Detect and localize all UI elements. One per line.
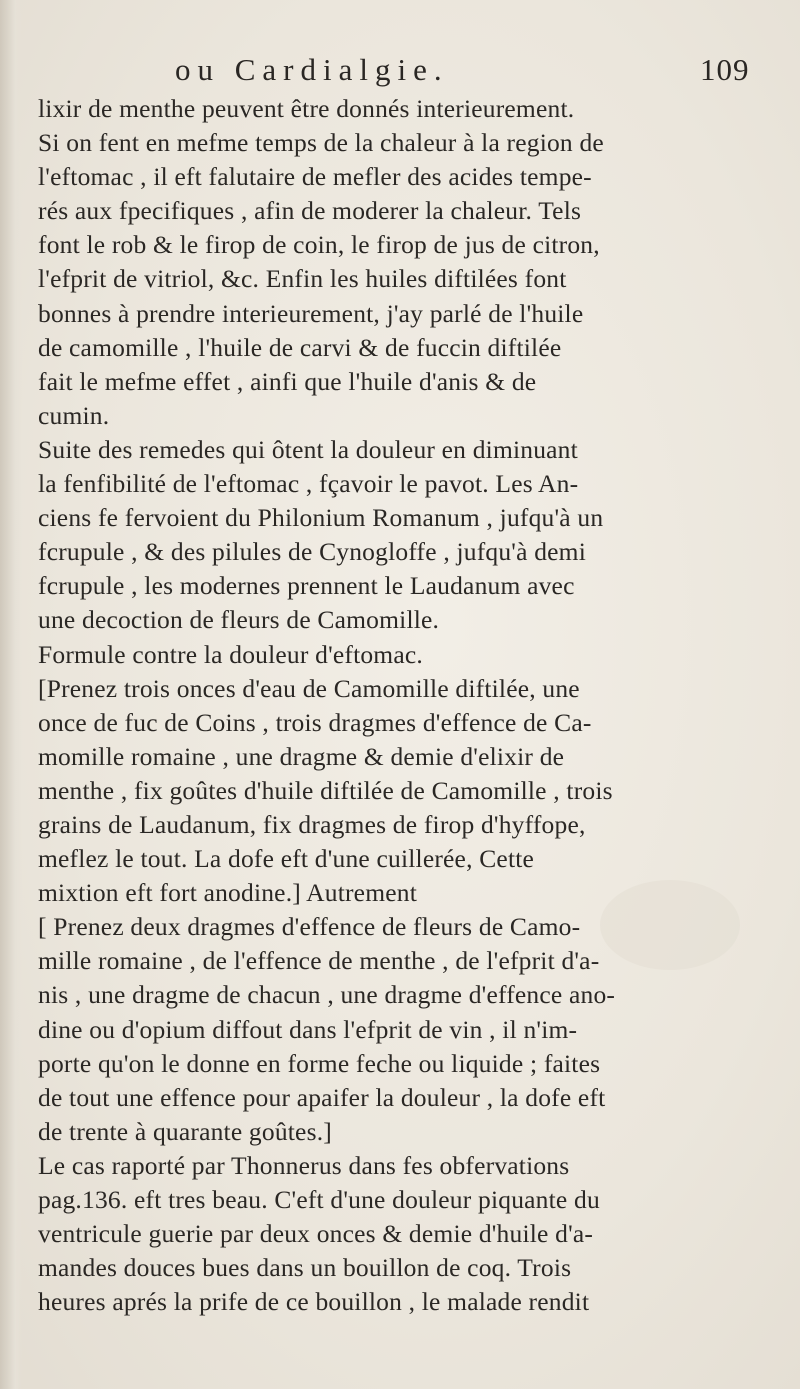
text-line: fcrupule , les modernes prennent le Laudanum avec xyxy=(38,571,575,601)
text-line: nis , une dragme de chacun , une dragme d'effence ano- xyxy=(38,980,616,1010)
page-header xyxy=(0,52,800,92)
page-gutter-shadow xyxy=(0,0,22,1389)
text-line: bonnes à prendre interieurement, j'ay parlé de l'huile xyxy=(38,298,584,328)
text-line: porte qu'on le donne en forme feche ou liquide ; faites xyxy=(38,1048,601,1078)
text-line: fcrupule , & des pilules de Cynogloffe , jufqu'à demi xyxy=(38,537,586,567)
text-line: Suite des remedes qui ôtent la douleur en diminuant xyxy=(38,434,578,464)
body-text xyxy=(38,92,788,1319)
text-line: lixir de menthe peuvent être donnés interieurement. xyxy=(38,94,575,123)
text-line: ciens fe fervoient du Philonium Romanum , jufqu'à un xyxy=(38,503,604,533)
text-line: de trente à quarante goûtes.] xyxy=(38,1116,332,1146)
text-line: font le rob & le firop de coin, le firop de jus de citron, xyxy=(38,230,600,260)
text-line: la fenfibilité de l'eftomac , fçavoir le pavot. Les An- xyxy=(38,469,579,499)
text-line: Si on fent en mefme temps de la chaleur à la region de xyxy=(38,128,604,158)
text-line: [ Prenez deux dragmes d'effence de fleurs de Camo- xyxy=(38,912,581,942)
text-line: Formule contre la douleur d'eftomac. xyxy=(38,639,423,669)
page-number: 109 xyxy=(700,52,750,87)
text-line: ventricule guerie par deux onces & demie d'huile d'a- xyxy=(38,1219,594,1249)
text-line: momille romaine , une dragme & demie d'elixir de xyxy=(38,741,565,771)
text-line: une decoction de fleurs de Camomille. xyxy=(38,605,440,635)
text-line: de tout une effence pour apaifer la douleur , la dofe eft xyxy=(38,1082,606,1112)
text-line: rés aux fpecifiques , afin de moderer la chaleur. Tels xyxy=(38,196,582,226)
text-line: Le cas raporté par Thonnerus dans fes obfervations xyxy=(38,1150,570,1180)
text-line: de camomille , l'huile de carvi & de fuccin diftilée xyxy=(38,332,562,362)
text-line: l'eftomac , il eft falutaire de mefler des acides tempe- xyxy=(38,162,592,192)
text-line: [Prenez trois onces d'eau de Camomille diftilée, une xyxy=(38,673,580,703)
text-line: mille romaine , de l'effence de menthe , de l'efprit d'a- xyxy=(38,946,600,976)
text-line: pag.136. eft tres beau. C'eft d'une douleur piquante du xyxy=(38,1185,600,1214)
text-line: dine ou d'opium diffout dans l'efprit de vin , il n'im- xyxy=(38,1014,578,1044)
text-line: fait le mefme effet , ainfi que l'huile d'anis & de xyxy=(38,366,537,396)
running-title: ou Cardialgie. xyxy=(175,52,449,87)
text-line: cumin. xyxy=(38,400,110,430)
text-line: once de fuc de Coins , trois dragmes d'effence de Ca- xyxy=(38,707,592,737)
text-line: grains de Laudanum, fix dragmes de firop d'hyffope, xyxy=(38,809,586,839)
text-line: l'efprit de vitriol, &c. Enfin les huiles diftilées font xyxy=(38,264,567,294)
text-line: heures aprés la prife de ce bouillon , le malade rendit xyxy=(38,1287,590,1317)
text-line: menthe , fix goûtes d'huile diftilée de Camomille , trois xyxy=(38,775,613,805)
text-line: mixtion eft fort anodine.] Autrement xyxy=(38,878,417,908)
text-line: mandes douces bues dans un bouillon de coq. Trois xyxy=(38,1253,572,1283)
text-line: meflez le tout. La dofe eft d'une cuillerée, Cette xyxy=(38,844,535,874)
